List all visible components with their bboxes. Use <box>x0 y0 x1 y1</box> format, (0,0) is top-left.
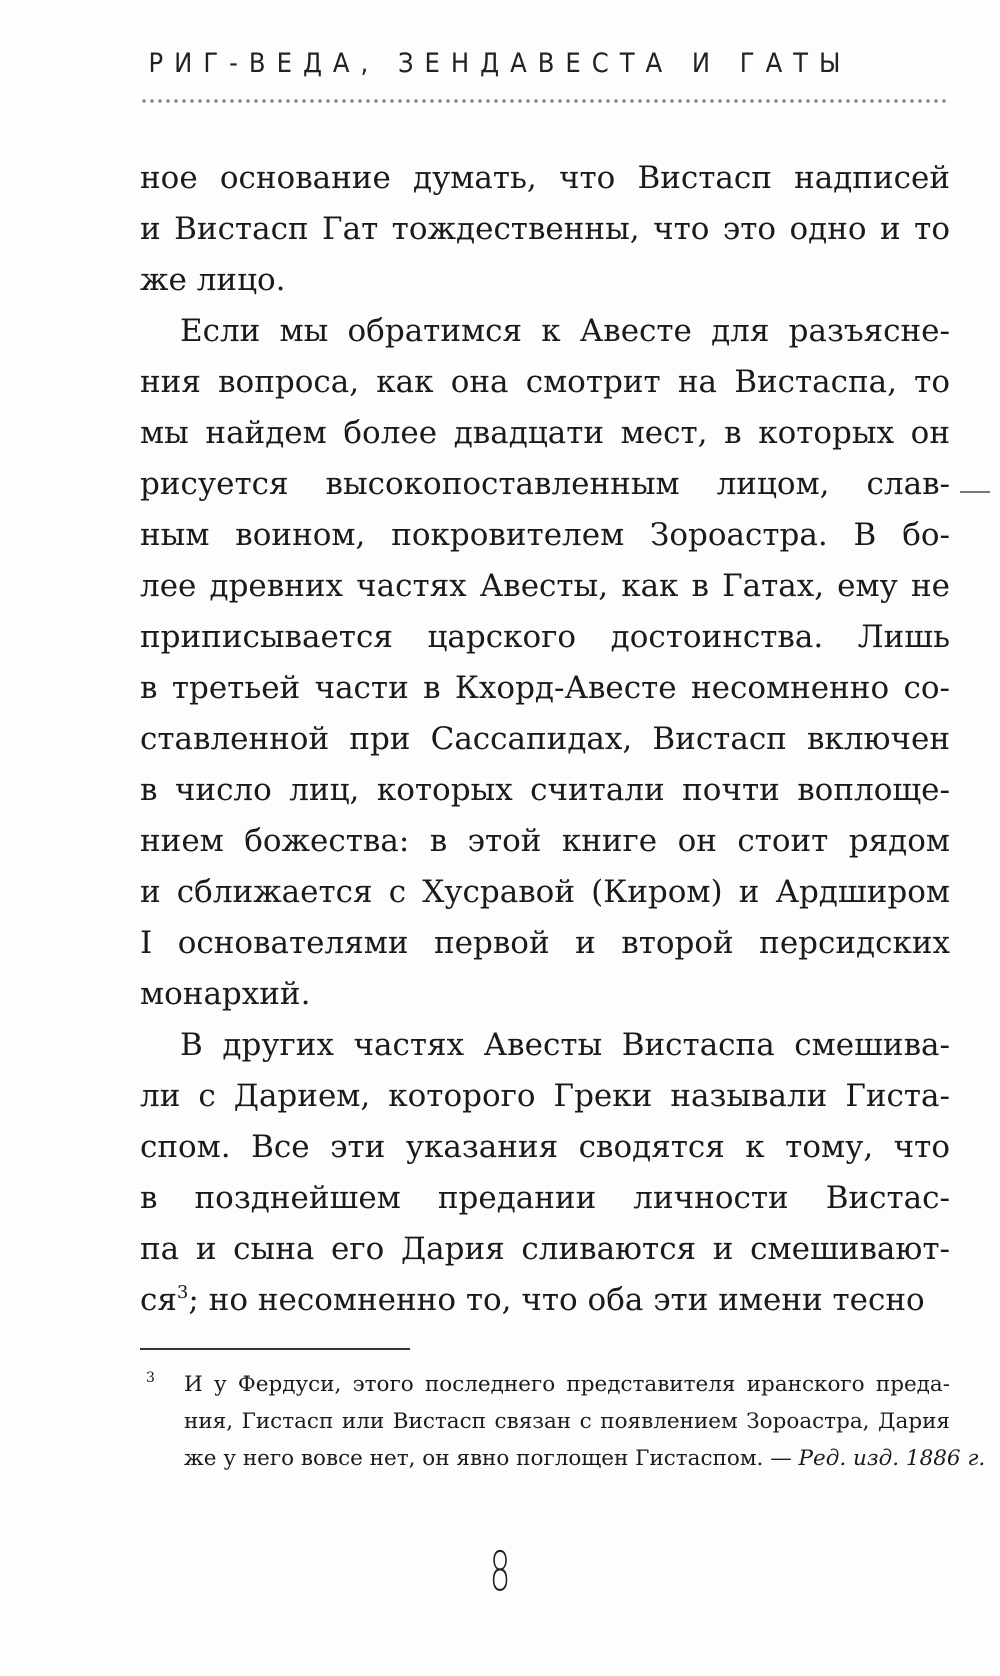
text-line: ное основание думать, что Вистасп надписей <box>140 160 950 196</box>
text-line: монархий. <box>140 976 311 1012</box>
text-line: па и сына его Дария сливаются и смешивают- <box>140 1231 950 1267</box>
footnote <box>140 1366 986 1477</box>
footnote-line: ния, Гистасп или Вистасп связан с появлением Зороастра, Дария <box>184 1409 950 1434</box>
footnote-text <box>184 1366 986 1477</box>
footnote-rule <box>140 1348 410 1350</box>
text-line: нием божества: в этой книге он стоит рядом <box>140 823 950 859</box>
text-line: ли с Дарием, которого Греки называли Гиста- <box>140 1078 950 1114</box>
footnote-line: И у Фердуси, этого последнего представителя иранского преда- <box>184 1372 950 1397</box>
text-line: лее древних частях Авесты, как в Гатах, ему не <box>140 568 950 604</box>
text-line: спом. Все эти указания сводятся к тому, что <box>140 1129 950 1165</box>
editor-note: Ред. изд. 1886 г. <box>798 1446 986 1471</box>
footnote-line <box>184 1440 986 1477</box>
text-line: и сближается с Хусравой (Киром) и Ардширом <box>140 874 950 910</box>
text-line: ставленной при Сассапидах, Вистасп включен <box>140 721 950 757</box>
text-line: Если мы обратимся к Авесте для разъясне- <box>180 313 950 349</box>
footnote-mark: 3 <box>146 1370 155 1386</box>
text-line: I основателями первой и второй персидских <box>140 925 950 961</box>
text-fragment: ; но несомненно то, что оба эти имени тесно <box>188 1282 925 1318</box>
text-line: ным воином, покровителем Зороастра. В бо- <box>140 517 950 553</box>
body-text <box>140 153 950 1326</box>
text-fragment: ся <box>140 1282 177 1318</box>
dotted-rule <box>140 96 950 106</box>
text-line: в третьей части в Кхорд-Авесте несомненно со- <box>140 670 950 706</box>
footnote-ref[interactable]: 3 <box>176 1282 189 1303</box>
text-line: же лицо. <box>140 262 286 298</box>
text-line: приписывается царского достоинства. Лишь <box>140 619 950 655</box>
text-line <box>140 1275 950 1326</box>
running-head: РИГ-ВЕДА, ЗЕНДАВЕСТА И ГАТЫ <box>148 48 852 79</box>
page-number: 8 <box>489 1540 511 1603</box>
text-line: в число лиц, которых считали почти воплоще- <box>140 772 950 808</box>
margin-mark <box>960 491 990 493</box>
text-line: рисуется высокопоставленным лицом, слав- <box>140 466 950 502</box>
text-line: В других частях Авесты Вистаспа смешива- <box>180 1027 950 1063</box>
footnote-fragment: же у него вовсе нет, он явно поглощен Гистаспом. — <box>184 1446 799 1471</box>
text-line: в позднейшем предании личности Вистас- <box>140 1180 950 1216</box>
text-line: и Вистасп Гат тождественны, что это одно и то <box>140 211 950 247</box>
text-line: мы найдем более двадцати мест, в которых он <box>140 415 950 451</box>
text-line: ния вопроса, как она смотрит на Вистаспа, то <box>140 364 950 400</box>
